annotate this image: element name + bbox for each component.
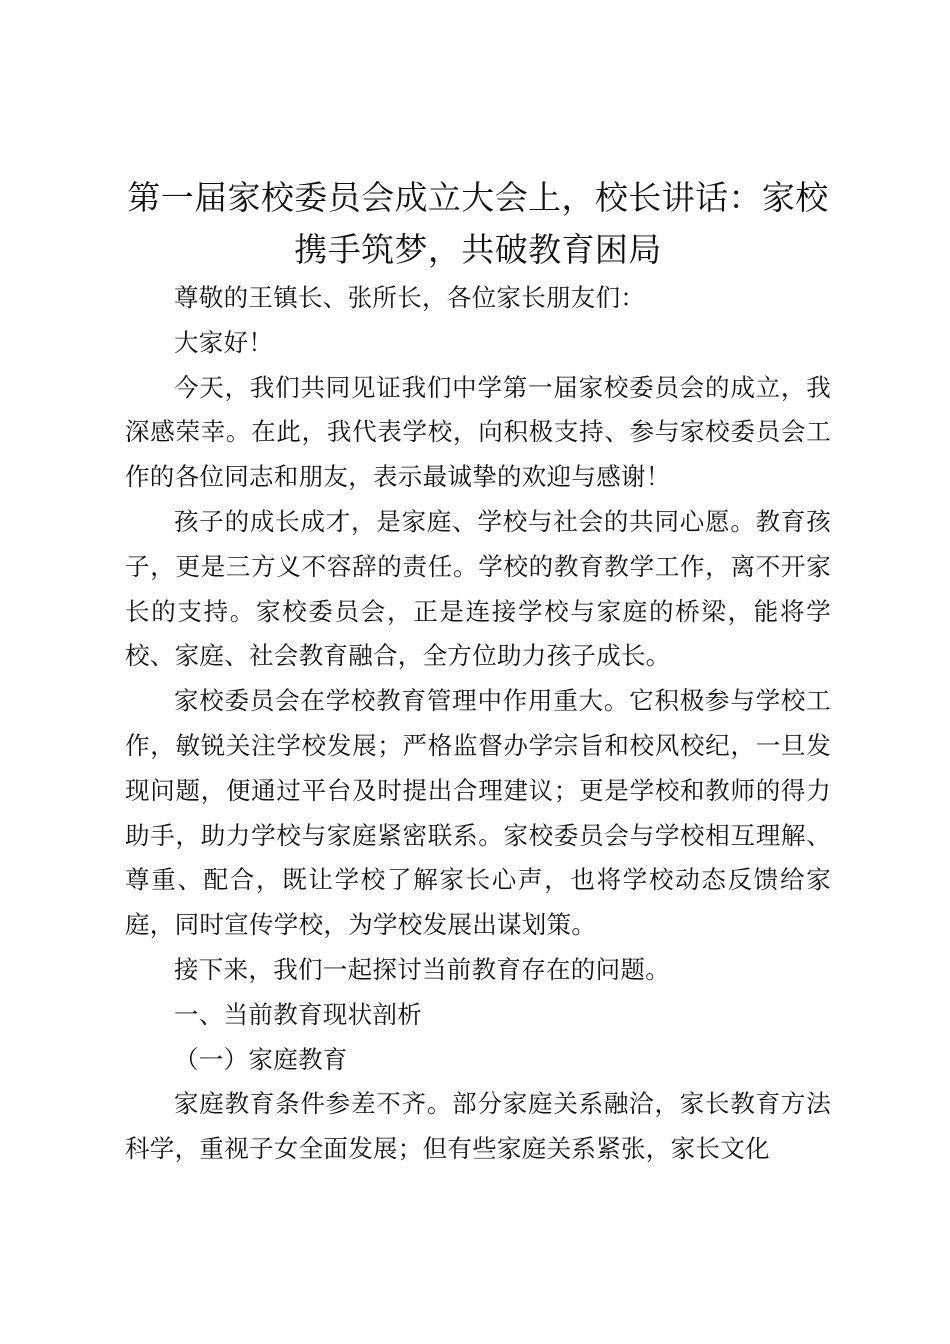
section-heading: 一、当前教育现状剖析 — [174, 999, 422, 1029]
document-page — [125, 172, 831, 1172]
subsection-heading: （一）家庭教育 — [174, 1044, 348, 1074]
greeting: 大家好！ — [174, 327, 274, 357]
salutation: 尊敬的王镇长、张所长，各位家长朋友们： — [174, 283, 646, 312]
paragraph: 孩子的成长成才，是家庭、学校与社会的共同心愿。教育孩子，更是三方义不容辞的责任。学校的教育教学工作，离不开家长的支持。家校委员会，正是连接学校与家庭的桥梁，能将学校、家庭、社会教育融合，全方位助力孩子成长。 — [125, 506, 831, 671]
paragraph: 今天，我们共同见证我们中学第一届家校委员会的成立，我深感荣幸。在此，我代表学校，向积极支持、参与家校委员会工作的各位同志和朋友，表示最诚挚的欢迎与感谢！ — [125, 372, 831, 492]
paragraph: 接下来，我们一起探讨当前教育存在的问题。 — [174, 954, 670, 984]
paragraph: 家庭教育条件参差不齐。部分家庭关系融洽，家长教育方法科学，重视子女全面发展；但有些家庭关系紧张，家长文化 — [125, 1089, 831, 1164]
document-title: 第一届家校委员会成立大会上，校长讲话：家校携手筑梦，共破教育困局 — [127, 178, 829, 269]
document-body — [125, 276, 831, 1172]
paragraph: 家校委员会在学校教育管理中作用重大。它积极参与学校工作，敏锐关注学校发展；严格监督办学宗旨和校风校纪，一旦发现问题，便通过平台及时提出合理建议；更是学校和教师的得力助手，助力学校与家庭紧密联系。家校委员会与学校相互理解、尊重、配合，既让学校了解家长心声，也将学校动态反馈给家庭，同时宣传学校，为学校发展出谋划策。 — [125, 686, 831, 940]
